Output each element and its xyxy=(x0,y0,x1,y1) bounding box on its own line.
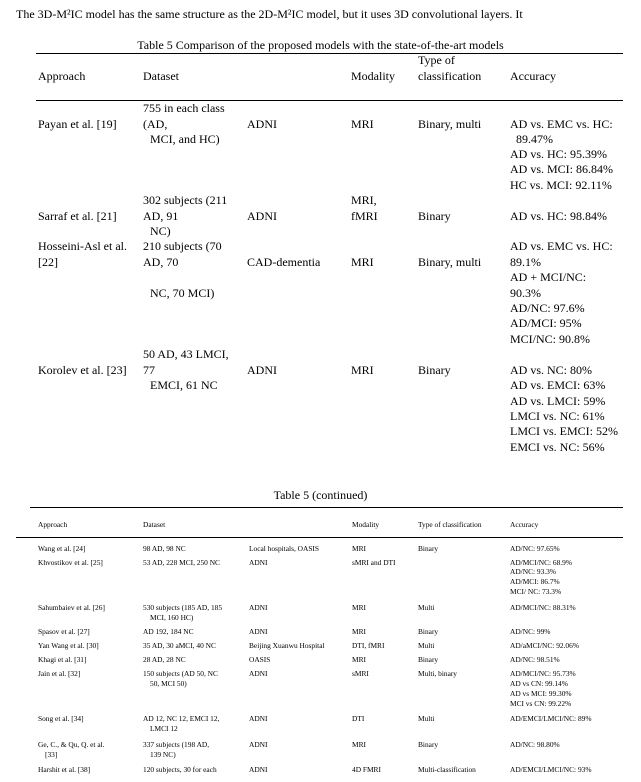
cell-source: CAD-dementia xyxy=(247,255,321,269)
cell-approach: Sahumbaiev et al. [26] xyxy=(38,603,105,612)
header-approach: Approach xyxy=(38,69,86,83)
cell-modality: sMRI xyxy=(352,669,369,678)
cell-type: Binary xyxy=(418,655,439,664)
cell-accuracy: AD vs MCI: 99.30% xyxy=(510,689,572,698)
cell-approach: [22] xyxy=(38,255,58,269)
cell-source: ADNI xyxy=(249,714,268,723)
cell-accuracy: AD vs. HC: 95.39% xyxy=(510,147,608,161)
cell-accuracy: AD vs. LMCI: 59% xyxy=(510,394,606,408)
cell-dataset: MCI, 160 HC) xyxy=(150,613,194,622)
cell-dataset: 302 subjects (211 xyxy=(143,193,228,207)
cell-modality: MRI xyxy=(351,363,374,377)
cell-approach: Spasov et al. [27] xyxy=(38,627,90,636)
cell-dataset: NC) xyxy=(150,224,171,238)
cell-accuracy: LMCI vs. NC: 61% xyxy=(510,409,605,423)
cell-approach: Korolev et al. [23] xyxy=(38,363,127,377)
cell-dataset: LMCI 12 xyxy=(150,724,178,733)
cell-dataset: 210 subjects (70 xyxy=(143,239,222,253)
cell-accuracy: AD/EMCI/LMCI/NC: 89% xyxy=(510,714,592,723)
cell-dataset: 50 AD, 43 LMCI, xyxy=(143,347,229,361)
cell-accuracy: AD/MCI: 95% xyxy=(510,316,582,330)
cell-modality: DTI, fMRI xyxy=(352,641,385,650)
header-type-line1: Type of xyxy=(418,53,455,67)
cell-accuracy: AD/NC: 99% xyxy=(510,627,551,636)
cell-approach: Sarraf et al. [21] xyxy=(38,209,117,223)
cell-accuracy: AD/MCI: 86.7% xyxy=(510,577,560,586)
cell-accuracy: 89.47% xyxy=(516,132,553,146)
cell-approach: [33] xyxy=(45,750,58,759)
cell-source: ADNI xyxy=(249,669,268,678)
cell-accuracy: AD + MCI/NC: xyxy=(510,270,587,284)
cell-modality: sMRI and DTI xyxy=(352,558,396,567)
cell-accuracy: 89.1% xyxy=(510,255,541,269)
cell-accuracy: HC vs. MCI: 92.11% xyxy=(510,178,612,192)
cell-approach: Jain et al. [32] xyxy=(38,669,81,678)
header-dataset: Dataset xyxy=(143,520,166,529)
cell-accuracy: EMCI vs. NC: 56% xyxy=(510,440,605,454)
header-dataset: Dataset xyxy=(143,69,179,83)
cell-dataset: AD, 91 xyxy=(143,209,179,223)
cell-source: Beijing Xuanwu Hospital xyxy=(249,641,325,650)
cell-dataset: MCI, and HC) xyxy=(150,132,220,146)
cell-dataset: AD 12, NC 12, EMCI 12, xyxy=(143,714,220,723)
cell-dataset: 337 subjects (198 AD, xyxy=(143,740,210,749)
cell-accuracy: AD/MCI/NC: 88.31% xyxy=(510,603,576,612)
table-header-rule xyxy=(36,100,623,101)
cell-source: Local hospitals, OASIS xyxy=(249,544,320,553)
cell-dataset: 98 AD, 98 NC xyxy=(143,544,186,553)
cell-type: Binary xyxy=(418,209,451,223)
cell-approach: Yan Wang et al. [30] xyxy=(38,641,99,650)
cell-accuracy: AD/NC: 98.51% xyxy=(510,655,560,664)
cell-approach: Khagi et al. [31] xyxy=(38,655,87,664)
table-caption: Table 5 Comparison of the proposed models with the state-of-the-art models xyxy=(137,38,504,52)
table-top-rule xyxy=(36,53,623,54)
cell-type: Multi, binary xyxy=(418,669,458,678)
cell-type: Multi xyxy=(418,603,435,612)
cell-type: Multi-classification xyxy=(418,765,476,774)
cell-dataset: 150 subjects (AD 50, NC xyxy=(143,669,218,678)
cell-modality: MRI xyxy=(351,255,374,269)
table2-top-rule xyxy=(30,507,623,508)
cell-accuracy: AD/MCI/NC: 95.73% xyxy=(510,669,576,678)
cell-approach: Hosseini-Asl et al. xyxy=(38,239,127,253)
cell-approach: Payan et al. [19] xyxy=(38,117,117,131)
cell-type: Binary xyxy=(418,627,439,636)
cell-accuracy: MCI/ NC: 73.3% xyxy=(510,587,562,596)
cell-accuracy: AD/aMCI/NC: 92.06% xyxy=(510,641,579,650)
cell-source: ADNI xyxy=(249,603,268,612)
table-continued-caption: Table 5 (continued) xyxy=(273,488,368,502)
header-modality: Modality xyxy=(352,520,380,529)
cell-dataset: AD 192, 184 NC xyxy=(143,627,194,636)
cell-modality: MRI xyxy=(352,740,366,749)
cell-type: Binary xyxy=(418,363,451,377)
cell-source: ADNI xyxy=(249,765,268,774)
cell-source: ADNI xyxy=(249,558,268,567)
cell-modality: MRI xyxy=(352,655,366,664)
header-type-line2: classification xyxy=(418,69,482,83)
cell-accuracy: AD vs. EMCI: 63% xyxy=(510,378,606,392)
cell-type: Multi xyxy=(418,641,435,650)
cell-source: ADNI xyxy=(247,117,277,131)
cell-dataset: 53 AD, 228 MCI, 250 NC xyxy=(143,558,220,567)
cell-accuracy: AD vs CN: 99.14% xyxy=(510,679,568,688)
cell-modality: MRI xyxy=(352,627,366,636)
cell-accuracy: AD/NC: 97.65% xyxy=(510,544,560,553)
cell-source: ADNI xyxy=(247,363,277,377)
header-approach: Approach xyxy=(38,520,68,529)
intro-paragraph: The 3D-M²IC model has the same structure as the 2D-M²IC model, but it uses 3D convolutional layers. It xyxy=(16,7,523,21)
cell-dataset: 77 xyxy=(143,363,155,377)
header-modality: Modality xyxy=(351,69,395,83)
cell-type: Binary xyxy=(418,740,439,749)
cell-type: Binary xyxy=(418,544,439,553)
header-accuracy: Accuracy xyxy=(510,69,556,83)
cell-dataset: 530 subjects (185 AD, 185 xyxy=(143,603,223,612)
cell-dataset: 120 subjects, 30 for each xyxy=(143,765,217,774)
cell-dataset: 139 NC) xyxy=(150,750,176,759)
table2-header-rule xyxy=(16,537,623,538)
cell-accuracy: LMCI vs. EMCI: 52% xyxy=(510,424,618,438)
cell-dataset: 28 AD, 28 NC xyxy=(143,655,186,664)
cell-approach: Song et al. [34] xyxy=(38,714,84,723)
cell-accuracy: MCI/NC: 90.8% xyxy=(510,332,591,346)
cell-dataset: EMCI, 61 NC xyxy=(150,378,218,392)
cell-accuracy: AD vs. EMC vs. HC: xyxy=(510,239,613,253)
cell-accuracy: MCI vs CN: 99.22% xyxy=(510,699,572,708)
cell-accuracy: AD/NC: 97.6% xyxy=(510,301,585,315)
cell-dataset: 50, MCI 50) xyxy=(150,679,187,688)
cell-modality: MRI xyxy=(352,544,366,553)
cell-accuracy: AD/EMCI/LMCI/NC: 93% xyxy=(510,765,592,774)
cell-accuracy: AD vs. EMC vs. HC: xyxy=(510,117,613,131)
cell-modality: 4D FMRI xyxy=(352,765,381,774)
cell-approach: Wang et al. [24] xyxy=(38,544,86,553)
cell-source: OASIS xyxy=(249,655,271,664)
header-accuracy: Accuracy xyxy=(510,520,539,529)
cell-approach: Khvostikov et al. [25] xyxy=(38,558,103,567)
cell-source: ADNI xyxy=(249,627,268,636)
cell-dataset: NC, 70 MCI) xyxy=(150,286,215,300)
cell-accuracy: 90.3% xyxy=(510,286,541,300)
cell-modality: MRI, xyxy=(351,193,377,207)
cell-accuracy: AD vs. HC: 98.84% xyxy=(510,209,608,223)
cell-accuracy: AD vs. NC: 80% xyxy=(510,363,593,377)
cell-type: Multi xyxy=(418,714,435,723)
cell-modality: MRI xyxy=(352,603,366,612)
cell-approach: Ge, C., & Qu, Q. et al. xyxy=(38,740,105,749)
cell-modality: fMRI xyxy=(351,209,378,223)
cell-modality: DTI xyxy=(352,714,365,723)
cell-type: Binary, multi xyxy=(418,255,482,269)
cell-accuracy: AD/NC: 93.3% xyxy=(510,567,556,576)
cell-modality: MRI xyxy=(351,117,374,131)
cell-approach: Harshit et al. [38] xyxy=(38,765,91,774)
cell-source: ADNI xyxy=(247,209,277,223)
cell-dataset: 755 in each class xyxy=(143,101,225,115)
cell-accuracy: AD/NC: 98.80% xyxy=(510,740,560,749)
cell-dataset: 35 AD, 30 aMCI, 40 NC xyxy=(143,641,216,650)
cell-source: ADNI xyxy=(249,740,268,749)
cell-accuracy: AD vs. MCI: 86.84% xyxy=(510,162,614,176)
header-type: Type of classification xyxy=(418,520,482,529)
cell-type: Binary, multi xyxy=(418,117,482,131)
cell-dataset: AD, 70 xyxy=(143,255,179,269)
cell-dataset: (AD, xyxy=(143,117,168,131)
cell-accuracy: AD/MCI/NC: 68.9% xyxy=(510,558,573,567)
